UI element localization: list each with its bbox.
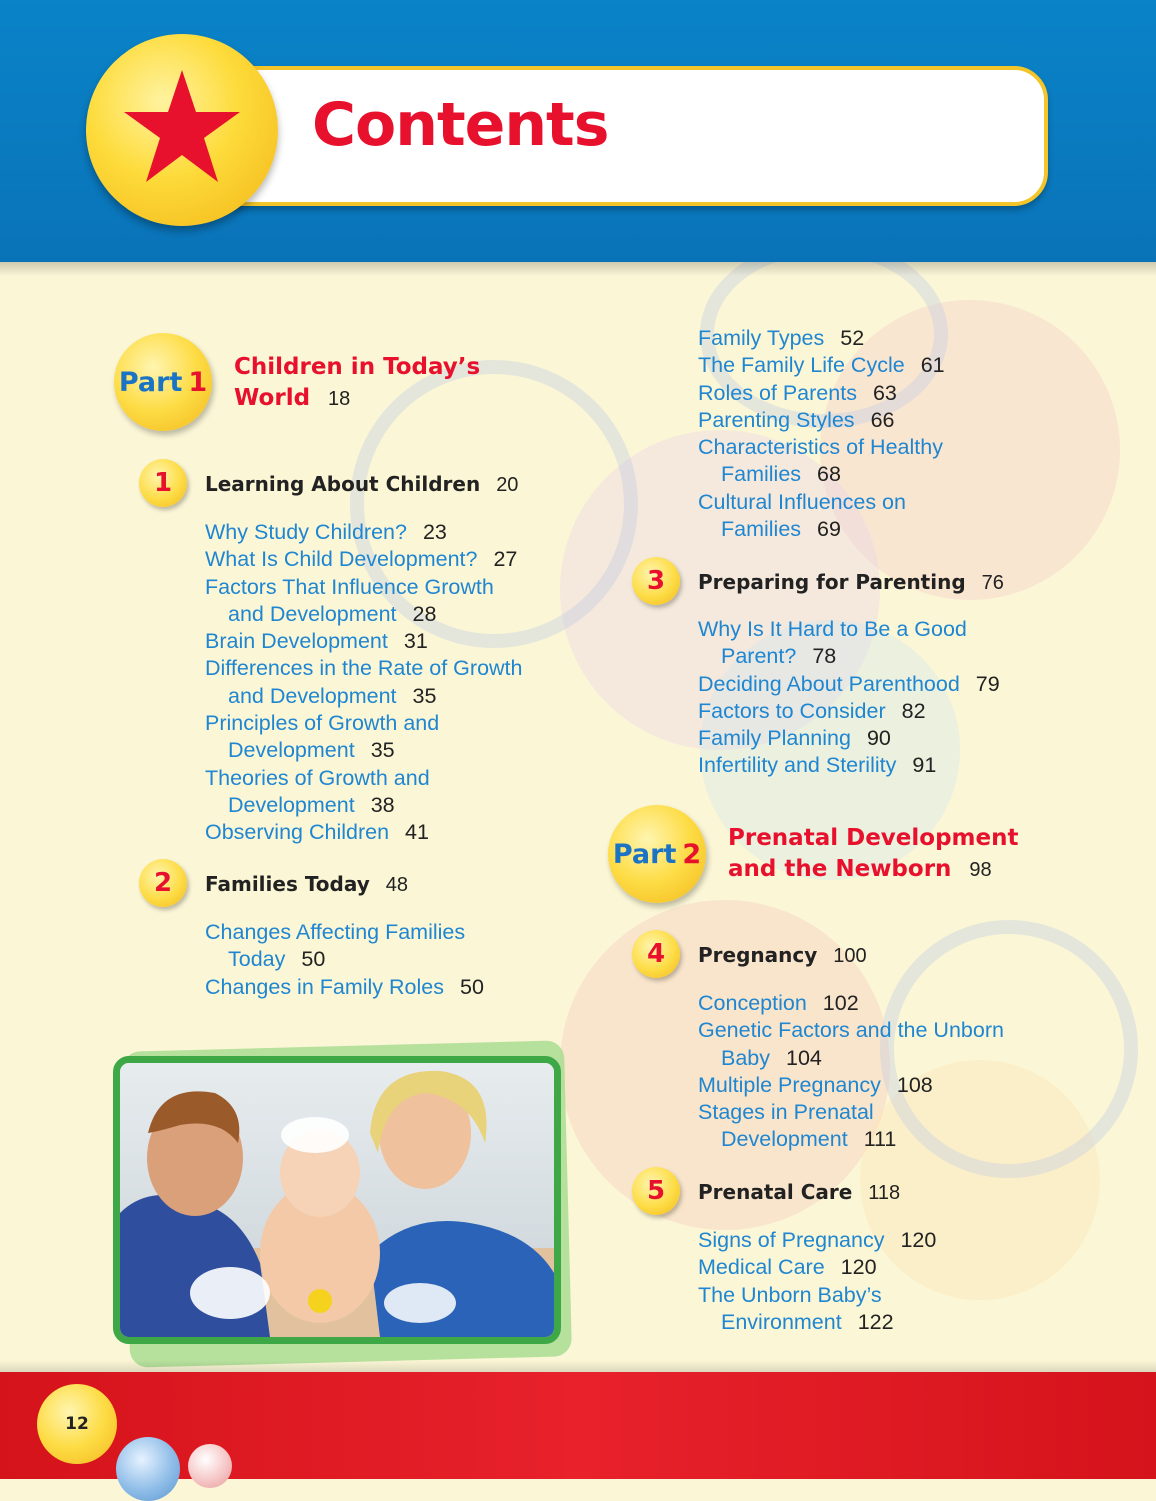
- section-entry[interactable]: [698, 352, 1098, 379]
- decorative-ball: [116, 1437, 180, 1501]
- section-title: Stages in Prenatal: [698, 1100, 874, 1125]
- section-page: 79: [975, 671, 1000, 696]
- section-page: 91: [912, 753, 937, 778]
- part-page-number: 18: [328, 388, 351, 410]
- part-page-number: 98: [969, 859, 992, 881]
- section-page: 38: [370, 792, 395, 817]
- part-2-badge: [608, 805, 706, 903]
- section-entry[interactable]: [205, 710, 585, 765]
- section-page: 120: [900, 1228, 937, 1252]
- section-title: Factors That Influence Growth: [205, 574, 494, 599]
- section-page: 28: [412, 601, 437, 626]
- section-title: Infertility and Sterility: [698, 753, 897, 778]
- section-title-cont: Development: [228, 792, 355, 817]
- section-page: 104: [786, 1045, 822, 1070]
- section-entry[interactable]: [205, 819, 585, 846]
- section-page: 82: [901, 698, 926, 723]
- section-title: Why Study Children?: [205, 520, 407, 544]
- section-entry[interactable]: [698, 1254, 1118, 1281]
- part-title-line: Children in Today’s: [234, 354, 481, 380]
- section-page: 122: [857, 1309, 894, 1334]
- section-title-cont: Today: [228, 947, 286, 972]
- section-entry[interactable]: [698, 671, 1098, 698]
- section-entry[interactable]: [205, 655, 585, 710]
- section-title: Family Types: [698, 326, 825, 350]
- section-entry[interactable]: [698, 990, 1118, 1017]
- section-title: The Family Life Cycle: [698, 353, 905, 378]
- section-entry[interactable]: [205, 546, 585, 573]
- section-page: 102: [822, 991, 859, 1015]
- section-title-cont: Development: [228, 738, 355, 763]
- section-page: 69: [817, 517, 841, 542]
- section-page: 61: [920, 353, 945, 378]
- part-label: Part: [612, 838, 677, 870]
- section-entry[interactable]: [698, 752, 1098, 779]
- page-number-badge: [37, 1384, 117, 1464]
- part-number: 2: [682, 838, 702, 870]
- page-number: 12: [65, 1414, 89, 1434]
- section-title-cont: Baby: [721, 1045, 771, 1070]
- section-title: Parenting Styles: [698, 407, 855, 432]
- section-page: 31: [403, 629, 428, 654]
- section-title: The Unborn Baby’s: [698, 1282, 882, 1307]
- section-title: Brain Development: [205, 629, 388, 654]
- footer-shadow: [0, 1360, 1156, 1372]
- chapter-2-sections-left: [205, 919, 585, 1001]
- section-entry[interactable]: [205, 628, 585, 655]
- section-page: 78: [812, 644, 837, 669]
- section-page: 27: [493, 547, 518, 572]
- section-title: Deciding About Parenthood: [698, 671, 960, 696]
- section-entry[interactable]: [205, 974, 585, 1001]
- chapter-title-text: Preparing for Parenting: [698, 570, 966, 594]
- section-entry[interactable]: [698, 698, 1098, 725]
- section-page: 52: [840, 326, 865, 350]
- section-entry[interactable]: [205, 919, 585, 974]
- section-page: 90: [866, 726, 891, 751]
- section-title: Changes Affecting Families: [205, 920, 466, 944]
- section-entry[interactable]: [698, 725, 1098, 752]
- section-title-cont: and Development: [228, 683, 397, 708]
- section-page: 63: [872, 380, 897, 405]
- section-page: 50: [460, 974, 484, 999]
- section-title: What Is Child Development?: [205, 547, 478, 572]
- chapter-5-sections: [698, 1227, 1118, 1336]
- part-label: Part: [118, 366, 183, 398]
- chapter-title-text: Learning About Children: [205, 472, 481, 496]
- chapter-page-number: 20: [496, 474, 519, 496]
- section-title-cont: Families: [721, 462, 802, 487]
- section-page: 23: [422, 520, 447, 544]
- section-title: Genetic Factors and the Unborn: [698, 1018, 1004, 1043]
- family-bath-photo: [113, 1056, 561, 1344]
- chapter-page-number: 100: [833, 945, 867, 967]
- section-entry[interactable]: [698, 1017, 1118, 1072]
- photo-illustration: [120, 1063, 554, 1337]
- chapter-page-number: 76: [981, 572, 1004, 594]
- chapter-1-sections: [205, 519, 585, 847]
- chapter-1-title[interactable]: [205, 472, 518, 497]
- chapter-4-badge: 4: [632, 930, 680, 978]
- section-title: Changes in Family Roles: [205, 974, 444, 999]
- section-title: Roles of Parents: [698, 380, 857, 405]
- chapter-2-badge: 2: [139, 859, 187, 907]
- section-page: 35: [412, 683, 437, 708]
- part-2-title[interactable]: [728, 823, 1018, 886]
- section-entry[interactable]: [698, 1099, 1118, 1154]
- section-page: 68: [817, 462, 841, 487]
- chapter-5-badge: 5: [632, 1167, 680, 1215]
- section-page: 111: [863, 1127, 897, 1152]
- section-title-cont: Environment: [721, 1309, 842, 1334]
- section-entry[interactable]: [698, 1282, 1118, 1337]
- section-title-cont: Development: [721, 1127, 848, 1152]
- part-number: 1: [188, 366, 208, 398]
- section-page: 50: [301, 947, 326, 972]
- section-title: Factors to Consider: [698, 698, 886, 723]
- section-page: 41: [405, 820, 429, 845]
- section-entry[interactable]: [698, 489, 1098, 544]
- section-entry[interactable]: [205, 574, 585, 629]
- part-1-badge: [114, 333, 212, 431]
- section-title: Differences in the Rate of Growth: [205, 656, 523, 681]
- chapter-page-number: 118: [868, 1182, 901, 1204]
- chapter-2-sections-right: [698, 325, 1098, 543]
- section-title: Conception: [698, 991, 807, 1015]
- star-emblem: [86, 34, 278, 226]
- section-entry[interactable]: [698, 380, 1098, 407]
- section-title: Principles of Growth and: [205, 711, 440, 736]
- section-title: Family Planning: [698, 726, 851, 751]
- section-title: Signs of Pregnancy: [698, 1228, 885, 1252]
- part-title-line: Prenatal Development: [728, 825, 1019, 851]
- part-1-title[interactable]: [234, 352, 480, 415]
- part-title-line: and the Newborn: [728, 856, 952, 882]
- chapter-2-title[interactable]: [205, 872, 408, 897]
- section-title: Observing Children: [205, 820, 390, 845]
- chapter-1-badge: 1: [139, 459, 187, 507]
- section-title: Multiple Pregnancy: [698, 1072, 881, 1097]
- decorative-ball: [188, 1444, 232, 1488]
- chapter-3-sections: [698, 616, 1098, 780]
- section-page: 108: [896, 1072, 933, 1097]
- section-title: Cultural Influences on: [698, 489, 906, 514]
- chapter-4-sections: [698, 990, 1118, 1154]
- section-entry[interactable]: [205, 519, 585, 546]
- chapter-3-title[interactable]: [698, 570, 1004, 595]
- chapter-title-text: Pregnancy: [698, 943, 818, 967]
- section-entry[interactable]: [698, 407, 1098, 434]
- part-title-line: World: [234, 385, 311, 411]
- section-entry[interactable]: [698, 1227, 1118, 1254]
- section-entry[interactable]: [698, 616, 1098, 671]
- section-page: 120: [840, 1255, 877, 1280]
- section-title-cont: Families: [721, 517, 802, 542]
- header-shadow: [0, 262, 1156, 276]
- star-icon: [122, 68, 242, 186]
- section-title: Characteristics of Healthy: [698, 435, 943, 460]
- section-page: 35: [370, 738, 395, 763]
- chapter-3-badge: 3: [632, 557, 680, 605]
- chapter-page-number: 48: [385, 874, 409, 896]
- section-entry[interactable]: [205, 765, 585, 820]
- page-title: Contents: [312, 90, 609, 160]
- chapter-title-text: Prenatal Care: [698, 1180, 853, 1204]
- chapter-4-title[interactable]: [698, 943, 867, 968]
- chapter-title-text: Families Today: [205, 872, 370, 896]
- section-title: Medical Care: [698, 1255, 825, 1280]
- section-entry[interactable]: [698, 1072, 1118, 1099]
- section-title: Why Is It Hard to Be a Good: [698, 617, 967, 641]
- section-title: Theories of Growth and: [205, 765, 430, 790]
- section-entry[interactable]: [698, 325, 1098, 352]
- chapter-5-title[interactable]: [698, 1180, 900, 1205]
- section-entry[interactable]: [698, 434, 1098, 489]
- section-page: 66: [870, 407, 895, 432]
- section-title-cont: Parent?: [721, 644, 797, 669]
- section-title-cont: and Development: [228, 601, 397, 626]
